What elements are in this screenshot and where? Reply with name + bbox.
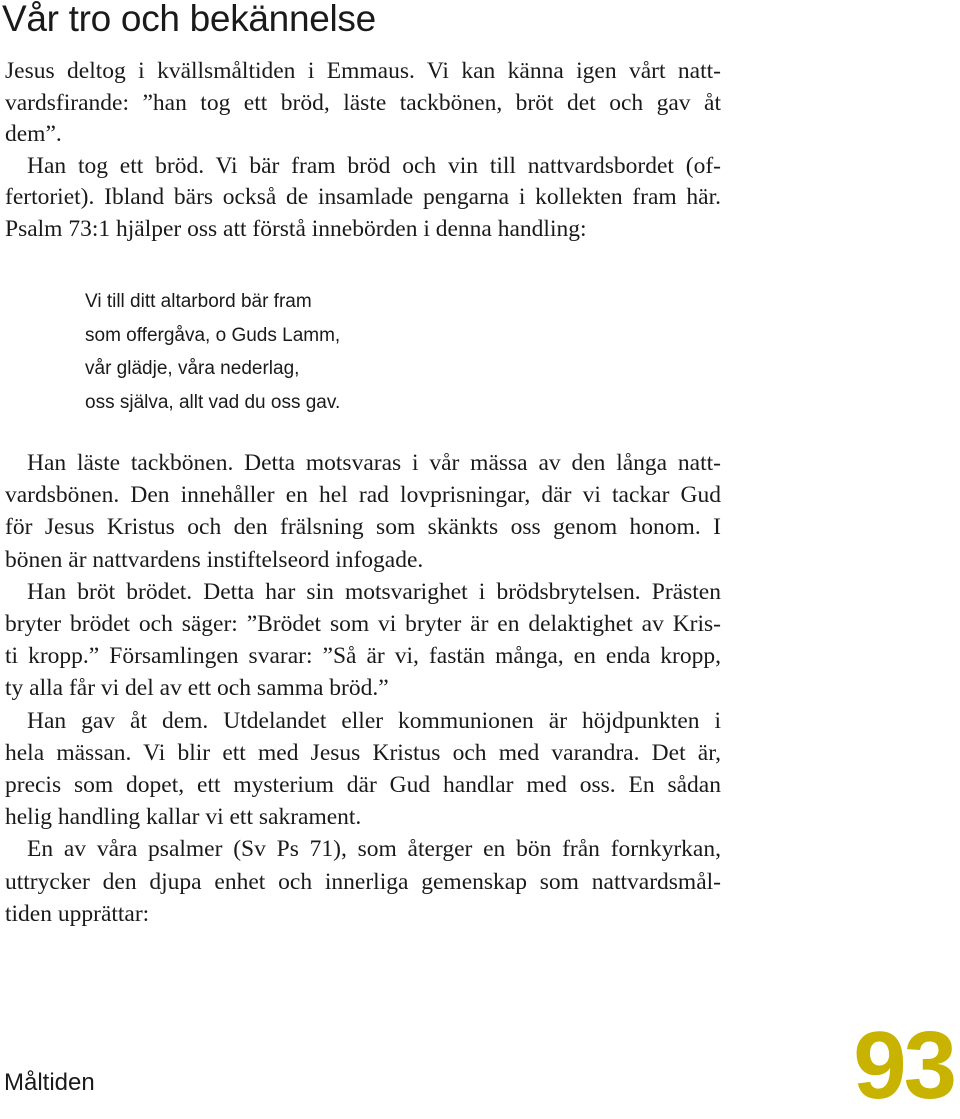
text-line: Han tog ett bröd. Vi bär fram bröd och vin till nattvardsbordet (of- <box>27 152 721 179</box>
text-line: Han gav åt dem. Utdelandet eller kommunionen är höjdpunkten i <box>27 707 721 734</box>
psalm-quote <box>85 285 340 419</box>
psalm-line: Vi till ditt altarbord bär fram <box>85 291 312 312</box>
text-line: ty alla får vi del av ett och samma bröd.” <box>5 675 389 702</box>
text-line: Han bröt brödet. Detta har sin motsvarighet i brödsbrytelsen. Prästen <box>27 578 721 605</box>
text-line: precis som dopet, ett mysterium där Gud handlar med oss. En sådan <box>5 772 721 799</box>
text-line: vardsfirande: ”han tog ett bröd, läste tackbönen, bröt det och gav åt <box>5 89 721 116</box>
text-line: fertoriet). Ibland bärs också de insamlade pengarna i kollekten fram här. <box>5 184 721 211</box>
body-text-bottom <box>5 447 721 930</box>
psalm-line: oss själva, allt vad du oss gav. <box>85 391 341 413</box>
page-number: 93 <box>853 1012 954 1119</box>
text-line: En av våra psalmer (Sv Ps 71), som återger en bön från fornkyrkan, <box>27 836 721 863</box>
section-label: Måltiden <box>4 1069 95 1096</box>
text-line: dem”. <box>5 121 62 148</box>
text-line: helig handling kallar vi ett sakrament. <box>5 804 362 831</box>
text-line: för Jesus Kristus och den frälsning som skänkts oss genom honom. I <box>5 514 721 541</box>
text-line: Han läste tackbönen. Detta motsvaras i vår mässa av den långa natt- <box>27 450 721 476</box>
text-line: bönen är nattvardens instiftelseord infogade. <box>5 546 424 573</box>
text-line: hela mässan. Vi blir ett med Jesus Kristus och med varandra. Det är, <box>5 739 721 766</box>
psalm-line: vår glädje, våra nederlag, <box>85 358 300 379</box>
page-title: Vår tro och bekännelse <box>2 0 376 39</box>
body-text-top <box>5 56 721 246</box>
text-line: bryter brödet och säger: ”Brödet som vi bryter är en delaktighet av Kris- <box>5 611 721 638</box>
text-line: tiden upprättar: <box>5 900 150 927</box>
text-line: Psalm 73:1 hjälper oss att förstå innebörden i denna handling: <box>5 215 587 242</box>
text-line: vardsbönen. Den innehåller en hel rad lovprisningar, där vi tackar Gud <box>5 482 721 509</box>
text-line: ti kropp.” Församlingen svarar: ”Så är vi, fastän många, en enda kropp, <box>5 643 721 670</box>
text-line: uttrycker den djupa enhet och innerliga gemenskap som nattvardsmål- <box>5 868 721 895</box>
text-line: Jesus deltog i kvällsmåltiden i Emmaus. Vi kan känna igen vårt natt- <box>5 58 721 84</box>
psalm-line: som offergåva, o Guds Lamm, <box>85 324 341 346</box>
